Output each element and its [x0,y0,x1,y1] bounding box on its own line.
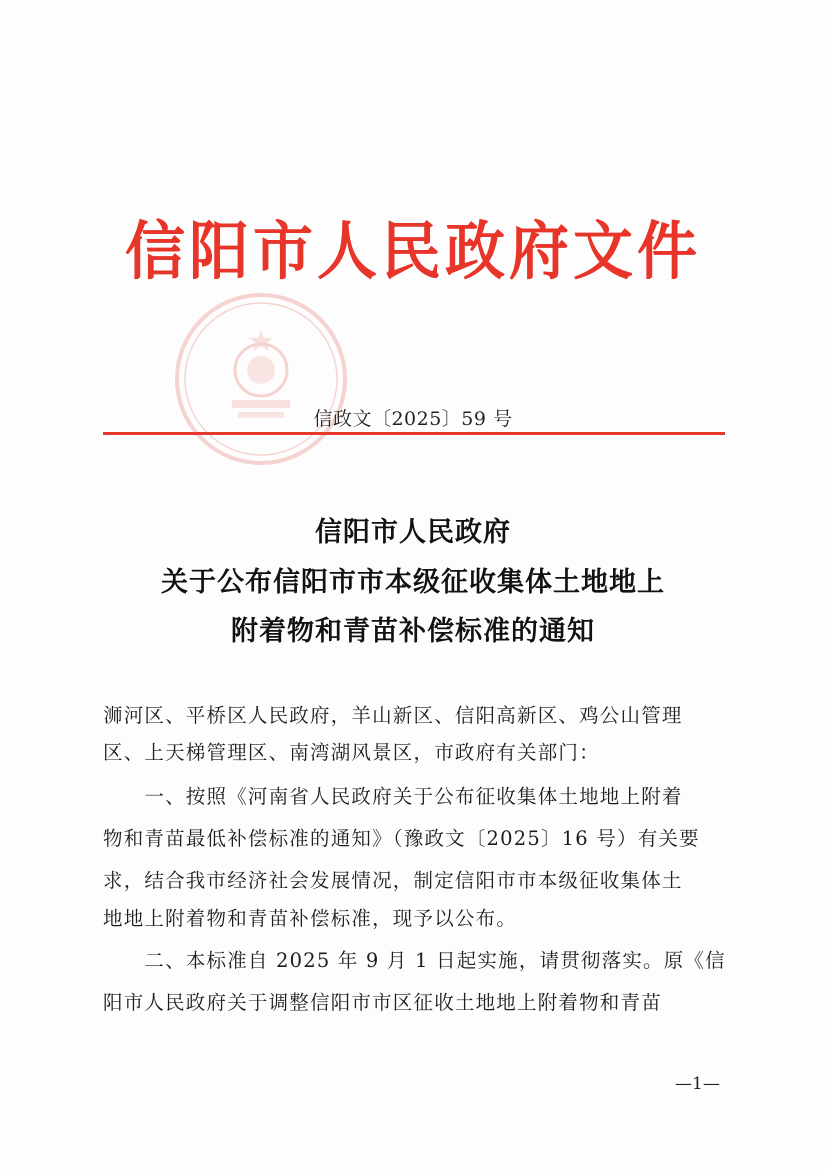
title-line-1: 信阳市人民政府 [315,517,511,548]
body-line: 浉河区、平桥区人民政府，羊山新区、信阳高新区、鸡公山管理 [103,704,683,727]
official-seal-icon [172,290,350,468]
red-divider-line [103,432,725,435]
title-line-2: 关于公布信阳市市本级征收集体土地地上 [161,567,665,598]
body-line: 一、按照《河南省人民政府关于公布征收集体土地地上附着 [103,785,683,808]
page-number: —1— [675,1074,720,1094]
body-line: 物和青苗最低补偿标准的通知》（豫政文〔2025〕16 号）有关要 [103,827,700,850]
body-line: 区、上天梯管理区、南湾湖风景区，市政府有关部门： [103,741,600,764]
body-line: 地地上附着物和青苗补偿标准，现予以公布。 [103,907,518,930]
body-line: 二、本标准自 2025 年 9 月 1 日起实施，请贯彻落实。原《信 [103,949,726,972]
issuer-red-header: 信阳市人民政府文件 [125,215,701,289]
body-line: 阳市人民政府关于调整信阳市市区征收土地地上附着物和青苗 [103,991,662,1014]
title-line-3: 附着物和青苗补偿标准的通知 [231,616,595,647]
body-line: 求，结合我市经济社会发展情况，制定信阳市市本级征收集体土 [103,869,683,892]
document-number: 信政文〔2025〕59 号 [313,408,513,430]
